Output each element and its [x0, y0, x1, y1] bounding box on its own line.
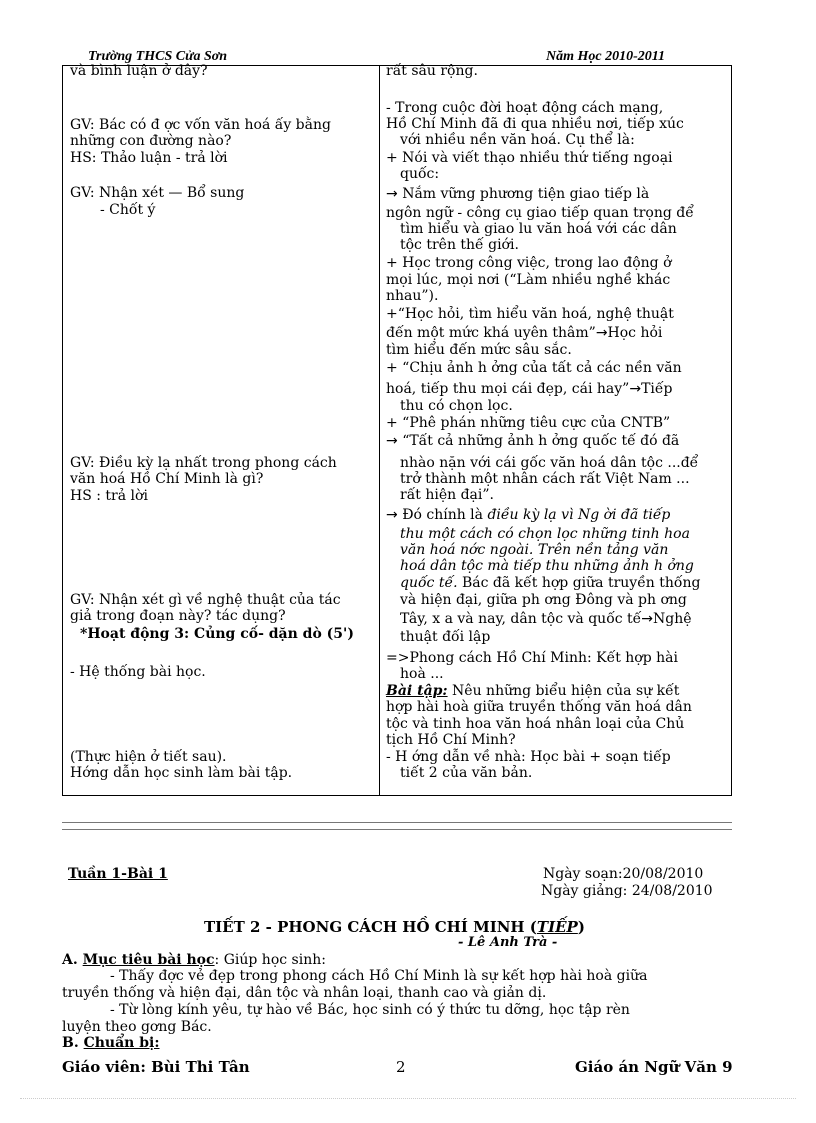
arrow-icon: → — [386, 507, 398, 523]
right-line: thu một cách có chọn lọc những tinh hoa — [400, 526, 690, 542]
right-line: - Trong cuộc đời hoạt động cách mạng, — [386, 100, 664, 116]
right-line: hoà ... — [400, 666, 444, 682]
school-name: Trường THCS Cửa Sơn — [88, 49, 228, 64]
lesson-title-close: ) — [577, 918, 585, 936]
right-line: tịch Hồ Chí Minh? — [386, 732, 516, 748]
left-line: GV: Nhận xét gì về nghệ thuật của tác — [70, 592, 341, 608]
section-b — [62, 1035, 160, 1051]
right-line: + “Chịu ảnh h ởng của tất cả các nền văn — [386, 360, 682, 376]
right-line: + Học trong công việc, trong lao động ở — [386, 255, 672, 271]
week-label: Tuần 1-Bài 1 — [68, 866, 168, 882]
left-line: (Thực hiện ở tiết sau). — [70, 749, 227, 765]
author: - Lê Anh Trà - — [458, 935, 558, 950]
right-line — [386, 507, 670, 523]
right-line: tiết 2 của văn bản. — [400, 765, 533, 781]
right-text: đến một mức khá uyên thâm” — [386, 325, 596, 341]
right-line: thuật đối lập — [400, 629, 491, 645]
right-line: trở thành một nhân cách rất Việt Nam ... — [400, 471, 690, 487]
lesson-title — [204, 918, 585, 936]
lesson-title-continued: TIẾP — [536, 918, 578, 936]
section-a-title: Mục tiêu bài học — [82, 952, 215, 968]
footer-page-number: 2 — [396, 1058, 406, 1076]
section-b-title: Chuẩn bị: — [83, 1035, 160, 1051]
right-line: - H ớng dẫn về nhà: Học bài + soạn tiếp — [386, 749, 671, 765]
left-line: những con đường nào? — [70, 133, 232, 149]
arrow-icon: → — [641, 611, 654, 627]
section-separator — [62, 822, 732, 830]
right-line — [386, 683, 679, 699]
right-line: ngôn ngữ - công cụ giao tiếp quan trọng để — [386, 205, 694, 221]
arrow-icon: → — [386, 433, 398, 449]
right-text: Nắm vững phương tiện giao tiếp là — [402, 186, 650, 202]
right-line: mọi lúc, mọi nơi (“Làm nhiều nghề khác — [386, 272, 671, 288]
page-edge — [20, 1098, 796, 1099]
section-a-label: A. — [62, 952, 83, 968]
right-text: Bác đã kết hợp giữa truyền thống — [461, 575, 701, 591]
right-line: hợp hài hoà giữa truyền thống văn hoá dân — [386, 699, 692, 715]
arrow-icon: → — [386, 186, 398, 202]
teach-date: Ngày giảng: 24/08/2010 — [541, 883, 713, 899]
left-line: GV: Nhận xét — Bổ sung — [70, 185, 245, 201]
prep-date: Ngày soạn:20/08/2010 — [543, 866, 704, 882]
left-line: giả trong đoạn này? tác dụng? — [70, 608, 286, 624]
right-line: quốc: — [400, 166, 440, 182]
right-line: tìm hiểu đến mức sâu sắc. — [386, 342, 572, 358]
right-line: =>Phong cách Hồ Chí Minh: Kết hợp hài — [386, 650, 678, 666]
right-line: rất hiện đại”. — [400, 487, 494, 503]
right-line: Hồ Chí Minh đã đi qua nhiều nơi, tiếp xúc — [386, 116, 684, 132]
left-line: GV: Điều kỳ lạ nhất trong phong cách — [70, 455, 337, 471]
objective-2: - Từ lòng kính yêu, tự hào về Bác, học sinh có ý thức tu dỡng, học tập rèn — [110, 1002, 630, 1018]
objective-1: - Thấy đợc vẻ đẹp trong phong cách Hồ Chí Minh là sự kết hợp hài hoà giữa — [110, 968, 648, 984]
left-line: HS : trả lời — [70, 488, 148, 504]
right-line: hoá dân tộc mà tiếp thu những ảnh h ởng — [400, 558, 694, 574]
right-text: Nêu những biểu hiện của sự kết — [452, 683, 680, 699]
right-line: thu có chọn lọc. — [400, 398, 513, 414]
left-line: - Hệ thống bài học. — [70, 664, 206, 680]
right-text: Tây, x a và nay, dân tộc và quốc tế — [400, 611, 642, 627]
right-line: nhau”). — [386, 288, 439, 304]
section-b-label: B. — [62, 1035, 84, 1051]
lesson-title-text: TIẾT 2 - PHONG CÁCH HỒ CHÍ MINH ( — [204, 918, 537, 936]
right-line: và hiện đại, giữa ph ơng Đông và ph ơng — [400, 592, 687, 608]
left-line: văn hoá Hồ Chí Minh là gì? — [70, 471, 264, 487]
objective-2-cont: luyện theo gơng Bác. — [62, 1019, 212, 1035]
right-text: hoá, tiếp thu mọi cái đẹp, cái hay” — [386, 381, 630, 397]
arrow-icon: → — [629, 381, 642, 397]
right-line — [386, 325, 662, 341]
left-line: GV: Bác có đ ợc vốn văn hoá ấy bằng — [70, 117, 331, 133]
right-text: Tiếp — [641, 381, 673, 397]
right-line: + Nói và viết thạo nhiều thứ tiếng ngoại — [386, 150, 673, 166]
exercise-label: Bài tập: — [386, 683, 448, 699]
right-line — [400, 611, 692, 627]
objective-1-cont: truyền thống và hiện đại, dân tộc và nhân loại, thanh cao và giản dị. — [62, 985, 547, 1001]
right-line — [386, 433, 679, 449]
right-text: “Tất cả những ảnh h ởng quốc tế đó đã — [402, 433, 680, 449]
left-line: và bình luận ở đây? — [70, 63, 208, 79]
right-line: + “Phê phán những tiêu cực của CNTB” — [386, 415, 671, 431]
left-line: - Chốt ý — [100, 202, 156, 218]
table-column-divider — [379, 65, 380, 796]
right-line: văn hoá nớc ngoài. Trên nền tảng văn — [400, 542, 669, 558]
arrow-icon: → — [595, 325, 608, 341]
right-line: +“Học hỏi, tìm hiểu văn hoá, nghệ thuật — [386, 306, 674, 322]
right-text: Nghệ — [653, 611, 692, 627]
activity-3-heading: *Hoạt động 3: Củng cố- dặn dò (5') — [80, 626, 354, 642]
footer-subject: Giáo án Ngữ Văn 9 — [575, 1058, 733, 1076]
left-line: HS: Thảo luận - trả lời — [70, 150, 228, 166]
school-year: Năm Học 2010-2011 — [546, 49, 665, 64]
right-line: nhào nặn với cái gốc văn hoá dân tộc ...để — [400, 455, 699, 471]
right-line: tìm hiểu và giao lu văn hoá với các dân — [400, 221, 677, 237]
right-text-italic: quốc tế. — [400, 575, 458, 591]
right-text-italic: điều kỳ lạ vì Ng ời đã tiếp — [487, 507, 671, 523]
right-line: tộc và tinh hoa văn hoá nhân loại của Chủ — [386, 716, 685, 732]
section-a — [62, 952, 326, 968]
right-line — [386, 186, 649, 202]
left-line: Hớng dẫn học sinh làm bài tập. — [70, 765, 293, 781]
right-text: Học hỏi — [607, 325, 663, 341]
right-line: tộc trên thế giới. — [400, 237, 519, 253]
right-line — [400, 575, 700, 591]
right-text: Đó chính là — [402, 507, 484, 523]
section-a-rest: : Giúp học sinh: — [214, 952, 326, 968]
footer-teacher: Giáo viên: Bùi Thi Tân — [62, 1058, 250, 1076]
right-line — [386, 381, 672, 397]
right-line: rất sâu rộng. — [386, 63, 478, 79]
right-line: với nhiều nền văn hoá. Cụ thể là: — [400, 132, 635, 148]
